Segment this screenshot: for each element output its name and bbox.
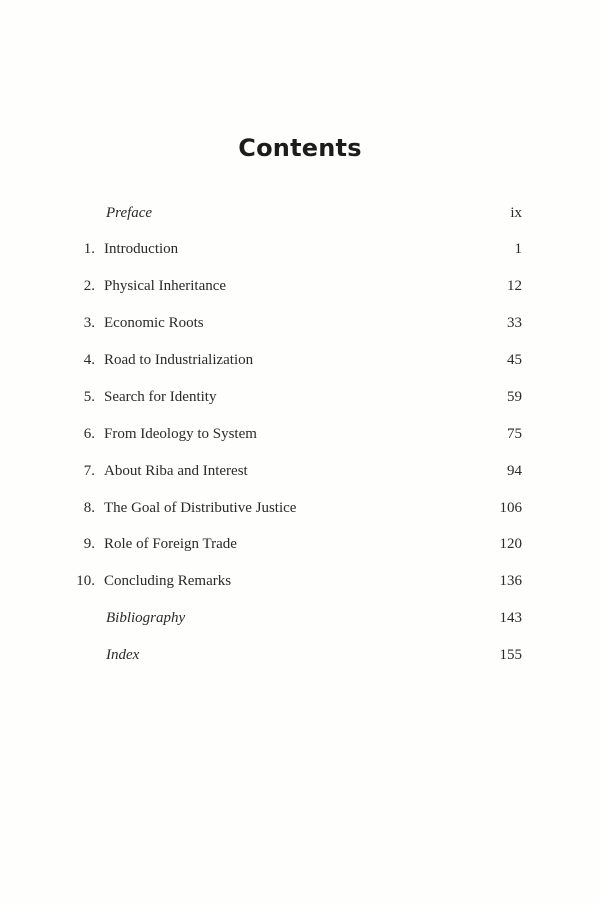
toc-entry-road-to-industrialization <box>0 352 600 374</box>
toc-entry-title: Introduction <box>104 241 179 257</box>
toc-entry-bibliography <box>0 610 600 632</box>
toc-entry-page: 136 <box>499 573 522 589</box>
toc-entry-concluding-remarks <box>0 573 600 595</box>
toc-entry-title: Role of Foreign Trade <box>104 536 237 552</box>
toc-entry-number: 5. <box>83 389 95 405</box>
toc-entry-title: Concluding Remarks <box>104 573 232 589</box>
contents-heading: Contents <box>238 134 362 163</box>
toc-entry-title: Bibliography <box>106 610 186 626</box>
toc-entry-physical-inheritance <box>0 278 600 300</box>
toc-entry-number: 2. <box>83 278 95 294</box>
toc-entry-title: Road to Industrialization <box>104 352 254 368</box>
toc-entry-number: 6. <box>83 426 95 442</box>
toc-entry-number: 4. <box>83 352 95 368</box>
toc-entry-page: 120 <box>499 536 522 552</box>
toc-entry-from-ideology-to-system <box>0 426 600 448</box>
table-of-contents <box>0 200 600 680</box>
toc-entry-index <box>0 647 600 669</box>
toc-entry-page: 106 <box>499 500 522 516</box>
toc-entry-title: Search for Identity <box>104 389 217 405</box>
toc-entry-search-for-identity <box>0 389 600 411</box>
toc-entry-page: 155 <box>499 647 522 663</box>
toc-entry-page: 12 <box>507 278 522 294</box>
toc-entry-title: The Goal of Distributive Justice <box>104 500 297 516</box>
toc-entry-title: Physical Inheritance <box>104 278 227 294</box>
toc-entry-economic-roots <box>0 315 600 337</box>
toc-entry-number: 8. <box>83 500 95 516</box>
toc-entry-page: 143 <box>499 610 522 626</box>
toc-entry-number: 7. <box>83 463 95 479</box>
toc-entry-introduction <box>0 241 600 263</box>
toc-entry-page: 1 <box>514 241 522 257</box>
toc-entry-title: Index <box>106 647 140 663</box>
toc-entry-number: 3. <box>83 315 95 331</box>
toc-entry-page: ix <box>510 205 522 221</box>
toc-entry-title: From Ideology to System <box>104 426 257 442</box>
toc-entry-role-of-foreign-trade <box>0 536 600 558</box>
toc-entry-page: 45 <box>507 352 522 368</box>
toc-entry-title: Preface <box>106 205 153 221</box>
toc-entry-about-riba-and-interest <box>0 463 600 485</box>
toc-entry-page: 59 <box>507 389 522 405</box>
toc-entry-goal-of-distributive-justice <box>0 500 600 522</box>
toc-entry-number: 1. <box>83 241 95 257</box>
toc-entry-number: 10. <box>76 573 95 589</box>
toc-entry-preface <box>0 205 600 227</box>
toc-entry-page: 94 <box>507 463 522 479</box>
toc-entry-title: About Riba and Interest <box>104 463 248 479</box>
toc-entry-number: 9. <box>83 536 95 552</box>
toc-entry-page: 33 <box>507 315 522 331</box>
toc-entry-title: Economic Roots <box>104 315 204 331</box>
toc-entry-page: 75 <box>507 426 522 442</box>
